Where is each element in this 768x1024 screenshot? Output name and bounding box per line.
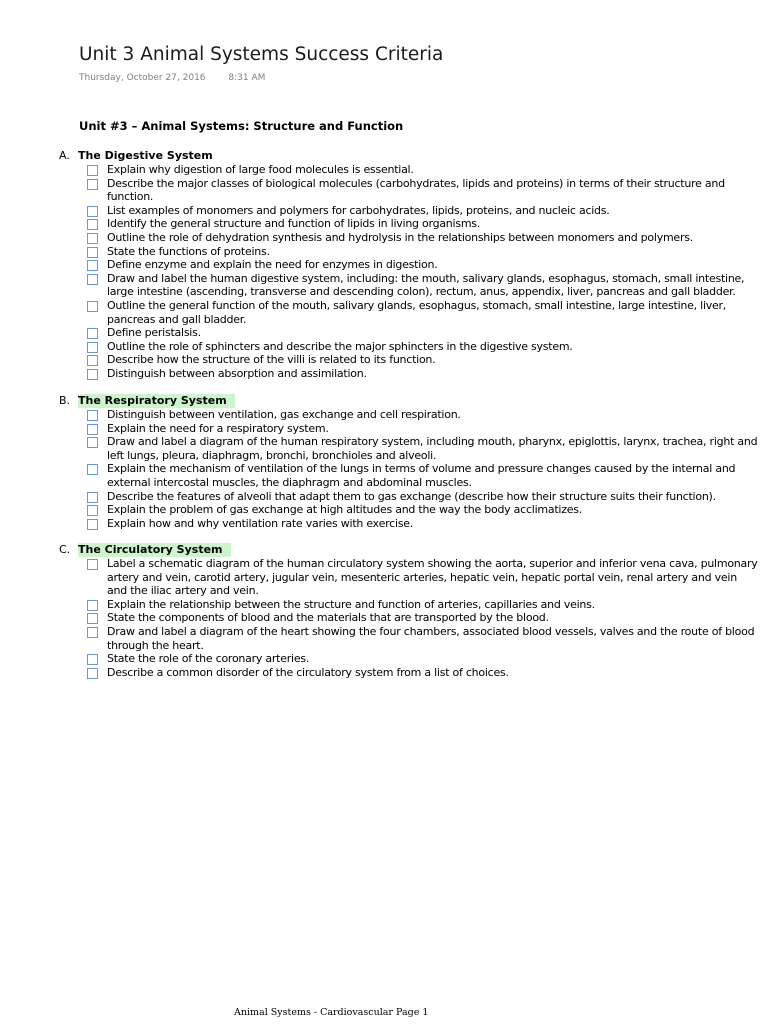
checklist-item-text: Label a schematic diagram of the human circulatory system showing the aorta, superior and inferior vena cava, pulmonary artery and vein, carotid artery, jugular vein, mesenteric arteries, hepatic vein, hepatic portal vein, renal artery and vein and the iliac artery and vein. (107, 557, 758, 598)
checkbox[interactable] (87, 654, 98, 665)
checkbox[interactable] (87, 301, 98, 312)
checkbox[interactable] (87, 627, 98, 638)
checklist-item-text: Draw and label a diagram of the human respiratory system, including mouth, pharynx, epiglottis, larynx, trachea, right and left lungs, pleura, diaphragm, bronchi, bronchioles and alveoli. (107, 435, 758, 462)
document-heading: Unit #3 – Animal Systems: Structure and Function (79, 119, 404, 133)
page-date: Thursday, October 27, 2016 (79, 73, 206, 83)
checkbox[interactable] (87, 179, 98, 190)
checkbox[interactable] (87, 492, 98, 503)
checklist (59, 163, 759, 381)
checklist-item (59, 435, 759, 462)
checkbox[interactable] (87, 369, 98, 380)
checklist-item (59, 272, 759, 299)
checklist-item-text: Explain the relationship between the structure and function of arteries, capillaries and veins. (107, 597, 595, 611)
checklist-item (59, 462, 759, 489)
checklist-item-text: Describe how the structure of the villi is related to its function. (107, 353, 436, 367)
checkbox[interactable] (87, 247, 98, 258)
checklist-item-text: Describe the major classes of biological molecules (carbohydrates, lipids and proteins) in terms of their structure and function. (107, 176, 725, 204)
checkbox[interactable] (87, 206, 98, 217)
checklist-item-text: Explain the need for a respiratory system. (107, 421, 329, 435)
checklist-item (59, 204, 759, 218)
checklist-item-text: List examples of monomers and polymers for carbohydrates, lipids, proteins, and nucleic acids. (107, 203, 610, 217)
checklist-item (59, 557, 759, 598)
checkbox[interactable] (87, 505, 98, 516)
checkbox[interactable] (87, 274, 98, 285)
section-letter: C. (59, 543, 71, 556)
checkbox[interactable] (87, 613, 98, 624)
checklist-item (59, 177, 759, 204)
page-time: 8:31 AM (228, 73, 266, 83)
section-header (59, 394, 759, 408)
checkbox[interactable] (87, 328, 98, 339)
section-letter: B. (59, 394, 71, 407)
section-respiratory (59, 394, 759, 530)
checklist (59, 408, 759, 530)
checkbox[interactable] (87, 600, 98, 611)
checklist-item (59, 299, 759, 326)
checklist-item-text: Explain how and why ventilation rate varies with exercise. (107, 516, 413, 530)
section-title: The Respiratory System (78, 394, 235, 408)
checkbox[interactable] (87, 233, 98, 244)
section-title: The Digestive System (78, 149, 213, 162)
checklist-item-text: Outline the general function of the mouth, salivary glands, esophagus, stomach, small intestine, large intestine, liver, pancreas and gall bladder. (107, 298, 727, 326)
checklist-item-text: Draw and label the human digestive system, including: the mouth, salivary glands, esophagus, stomach, small intestine, large intestine (ascending, transverse and descending colon), rectum, anus, appendix, liver, pancreas and gall bladder. (107, 271, 745, 299)
checkbox[interactable] (87, 424, 98, 435)
checklist-item (59, 611, 759, 625)
checklist-item (59, 422, 759, 436)
checkbox[interactable] (87, 355, 98, 366)
checklist-item (59, 490, 759, 504)
checklist-item (59, 163, 759, 177)
page-title: Unit 3 Animal Systems Success Criteria (79, 44, 444, 65)
checklist-item (59, 245, 759, 259)
checkbox[interactable] (87, 219, 98, 230)
section-circulatory (59, 543, 759, 679)
checklist-item (59, 517, 759, 531)
checkbox[interactable] (87, 559, 98, 570)
checklist-item-text: Draw and label a diagram of the heart showing the four chambers, associated blood vessels, valves and the route of blood through the heart. (107, 624, 755, 652)
checklist-item-text: Explain the problem of gas exchange at high altitudes and the way the body acclimatizes. (107, 503, 582, 517)
checklist-item-text: Describe the features of alveoli that adapt them to gas exchange (describe how their structure suits their function). (107, 489, 716, 503)
checklist-item (59, 326, 759, 340)
checklist-item (59, 625, 759, 652)
checklist-item (59, 258, 759, 272)
checklist-item-text: Outline the role of sphincters and describe the major sphincters in the digestive system. (107, 339, 573, 353)
checklist-item-text: Outline the role of dehydration synthesis and hydrolysis in the relationships between monomers and polymers. (107, 230, 693, 244)
section-title: The Circulatory System (78, 543, 231, 557)
checkbox[interactable] (87, 437, 98, 448)
checkbox[interactable] (87, 668, 98, 679)
checkbox[interactable] (87, 260, 98, 271)
checklist-item (59, 231, 759, 245)
checkbox[interactable] (87, 410, 98, 421)
page-footer: Animal Systems - Cardiovascular Page 1 (234, 1007, 429, 1018)
checkbox[interactable] (87, 464, 98, 475)
checkbox[interactable] (87, 342, 98, 353)
section-header (59, 149, 759, 163)
checklist-item-text: Define enzyme and explain the need for enzymes in digestion. (107, 258, 438, 272)
checklist-item (59, 598, 759, 612)
checklist-item-text: Describe a common disorder of the circulatory system from a list of choices. (107, 665, 509, 679)
checklist-item-text: Distinguish between absorption and assimilation. (107, 366, 367, 380)
checkbox[interactable] (87, 519, 98, 530)
checklist-item (59, 217, 759, 231)
page-meta (79, 73, 265, 83)
checkbox[interactable] (87, 165, 98, 176)
checklist-item-text: State the role of the coronary arteries. (107, 652, 310, 666)
checklist-item (59, 367, 759, 381)
checklist-item-text: State the functions of proteins. (107, 244, 270, 258)
checklist-item (59, 666, 759, 680)
section-letter: A. (59, 149, 70, 162)
checklist-item (59, 408, 759, 422)
section-digestive (59, 149, 759, 381)
checklist-item (59, 652, 759, 666)
checklist-item-text: Define peristalsis. (107, 326, 201, 340)
checklist-item (59, 340, 759, 354)
checklist-item-text: Identify the general structure and function of lipids in living organisms. (107, 217, 481, 231)
checklist-item (59, 503, 759, 517)
checklist-item (59, 353, 759, 367)
checklist-item-text: Distinguish between ventilation, gas exchange and cell respiration. (107, 408, 461, 421)
checklist-item-text: Explain why digestion of large food molecules is essential. (107, 163, 414, 176)
checklist-item-text: Explain the mechanism of ventilation of the lungs in terms of volume and pressure changes caused by the internal and external intercostal muscles, the diaphragm and abdominal muscles. (107, 462, 736, 489)
checklist (59, 557, 759, 679)
section-header (59, 543, 759, 557)
checklist-item-text: State the components of blood and the materials that are transported by the blood. (107, 611, 549, 625)
